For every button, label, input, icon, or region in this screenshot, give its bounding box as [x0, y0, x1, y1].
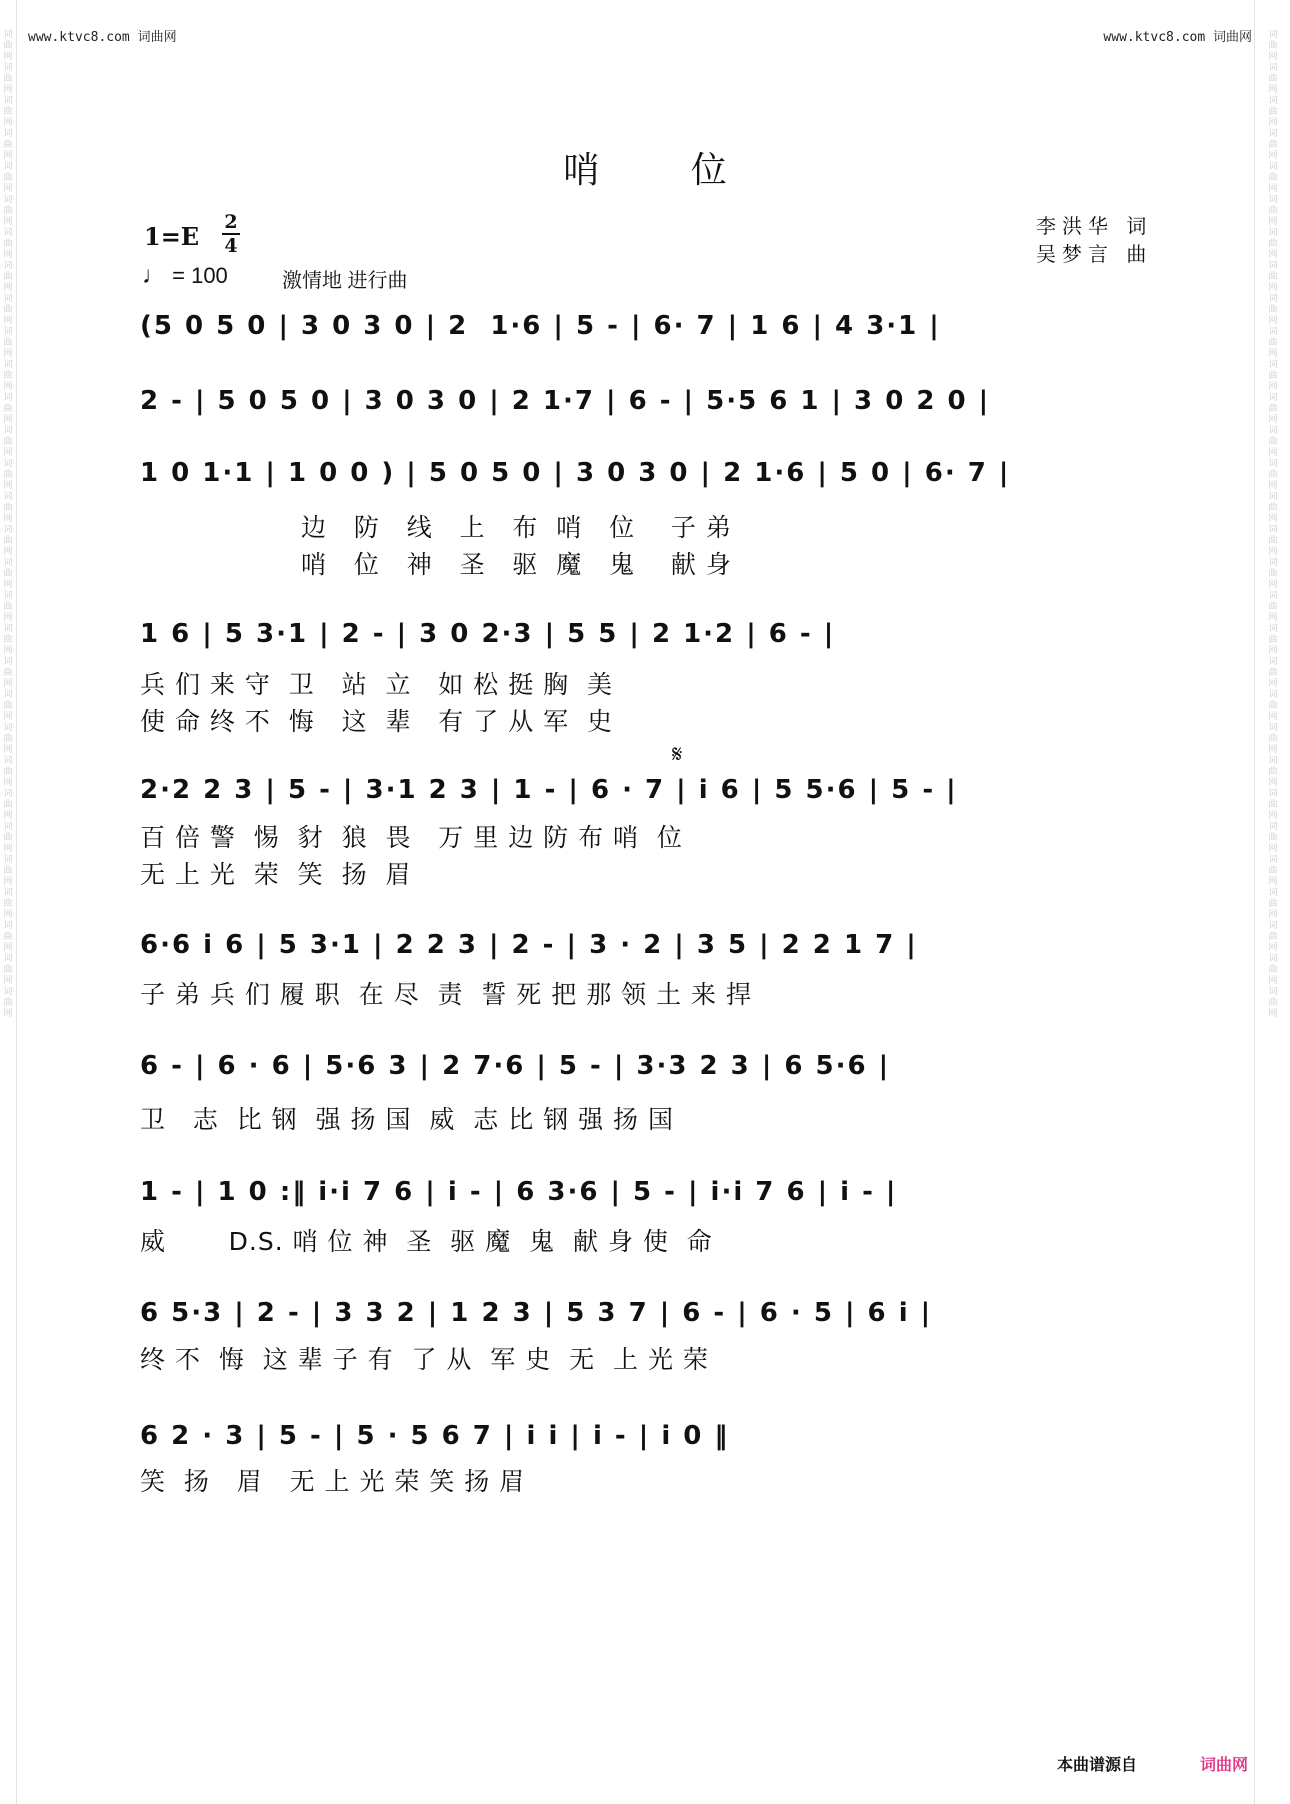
- lyricist-credit: 李洪华 词: [1036, 214, 1153, 238]
- site-logo[interactable]: 词曲网: [1200, 1755, 1249, 1774]
- tempo-marking: [142, 262, 228, 290]
- key-signature: 1=E: [144, 222, 200, 251]
- lyric-line: 使 命 终 不 悔 这 辈 有 了 从 军 史: [140, 707, 614, 736]
- left-margin-rule: [16, 0, 17, 1804]
- right-watermark-strip: 词曲网词曲网词曲网词曲网词曲网词曲网词曲网词曲网词曲网词曲网词曲网词曲网词曲网词曲网词曲网词曲网词曲网词曲网词曲网词曲网词曲网词曲网词曲网词曲网词曲网词曲网词曲网词曲网词曲网词曲网: [1268, 30, 1278, 1019]
- header-site-left[interactable]: www.ktvc8.com 词曲网: [28, 30, 177, 45]
- lyric-line: 卫 志 比 钢 强 扬 国 威 志 比 钢 强 扬 国: [140, 1105, 674, 1134]
- music-line-1: (5 0 5 0 | 3 0 3 0 | 2 1·6 | 5 - | 6· 7 | 1 6 | 4 3·1 |: [140, 311, 941, 341]
- time-signature: [222, 212, 240, 256]
- lyric-line: 哨 位 神 圣 驱 魔 鬼 献 身: [140, 550, 732, 579]
- lyric-line: 百 倍 警 惕 豺 狼 畏 万 里 边 防 布 哨 位: [140, 823, 683, 852]
- expression-text: 激情地 进行曲: [282, 270, 408, 292]
- lyric-line: 无 上 光 荣 笑 扬 眉: [140, 860, 412, 889]
- lyric-line: 兵 们 来 守 卫 站 立 如 松 挺 胸 美: [140, 670, 614, 699]
- time-signature-bottom: 4: [224, 235, 238, 257]
- lyric-line: 笑 扬 眉 无 上 光 荣 笑 扬 眉: [140, 1467, 526, 1496]
- music-line-10: 6 2 · 3 | 5 - | 5 · 5 6 7 | i i | i - | i 0 ‖: [140, 1421, 730, 1451]
- music-line-8: 1 - | 1 0 :‖ i·i 7 6 | i - | 6 3·6 | 5 - | i·i 7 6 | i - |: [140, 1177, 898, 1207]
- left-watermark-strip: 词曲网词曲网词曲网词曲网词曲网词曲网词曲网词曲网词曲网词曲网词曲网词曲网词曲网词曲网词曲网词曲网词曲网词曲网词曲网词曲网词曲网词曲网词曲网词曲网词曲网词曲网词曲网词曲网词曲网词曲网: [3, 30, 13, 1019]
- time-signature-top: 2: [224, 211, 238, 233]
- lyric-line: 子 弟 兵 们 履 职 在 尽 责 誓 死 把 那 领 土 来 捍: [140, 980, 752, 1009]
- music-line-5: 2·2 2 3 | 5 - | 3·1 2 3 | 1 - | 6 · 7 | i 6 | 5 5·6 | 5 - |: [140, 775, 958, 805]
- music-line-2: 2 - | 5 0 5 0 | 3 0 3 0 | 2 1·7 | 6 - | 5·5 6 1 | 3 0 2 0 |: [140, 386, 991, 416]
- tempo-value: = 100: [172, 263, 228, 288]
- music-line-9: 6 5·3 | 2 - | 3 3 2 | 1 2 3 | 5 3 7 | 6 - | 6 · 5 | 6 i |: [140, 1298, 933, 1328]
- quarter-note-icon: ♩: [142, 262, 166, 289]
- composer-credit: 吴梦言 曲: [1036, 242, 1153, 266]
- source-note: 本曲谱源自: [1057, 1755, 1138, 1774]
- lyric-line: 边 防 线 上 布 哨 位 子 弟: [140, 513, 732, 542]
- music-line-7: 6 - | 6 · 6 | 5·6 3 | 2 7·6 | 5 - | 3·3 2 3 | 6 5·6 |: [140, 1051, 891, 1081]
- music-line-6: 6·6 i 6 | 5 3·1 | 2 2 3 | 2 - | 3 · 2 | 3 5 | 2 2 1 7 |: [140, 930, 918, 960]
- right-margin-rule: [1254, 0, 1255, 1804]
- lyric-line: 终 不 悔 这 辈 子 有 了 从 军 史 无 上 光 荣: [140, 1345, 709, 1374]
- music-line-3: 1 0 1·1 | 1 0 0 ) | 5 0 5 0 | 3 0 3 0 | 2 1·6 | 5 0 | 6· 7 |: [140, 458, 1011, 488]
- song-title: 哨 位: [563, 150, 767, 191]
- music-line-4: 1 6 | 5 3·1 | 2 - | 3 0 2·3 | 5 5 | 2 1·2 | 6 - |: [140, 619, 836, 649]
- header-site-right[interactable]: www.ktvc8.com 词曲网: [1103, 30, 1252, 45]
- segno-icon: 𝄋: [672, 740, 683, 768]
- lyric-line: 威 D.S. 哨 位 神 圣 驱 魔 鬼 献 身 使 命: [140, 1227, 713, 1256]
